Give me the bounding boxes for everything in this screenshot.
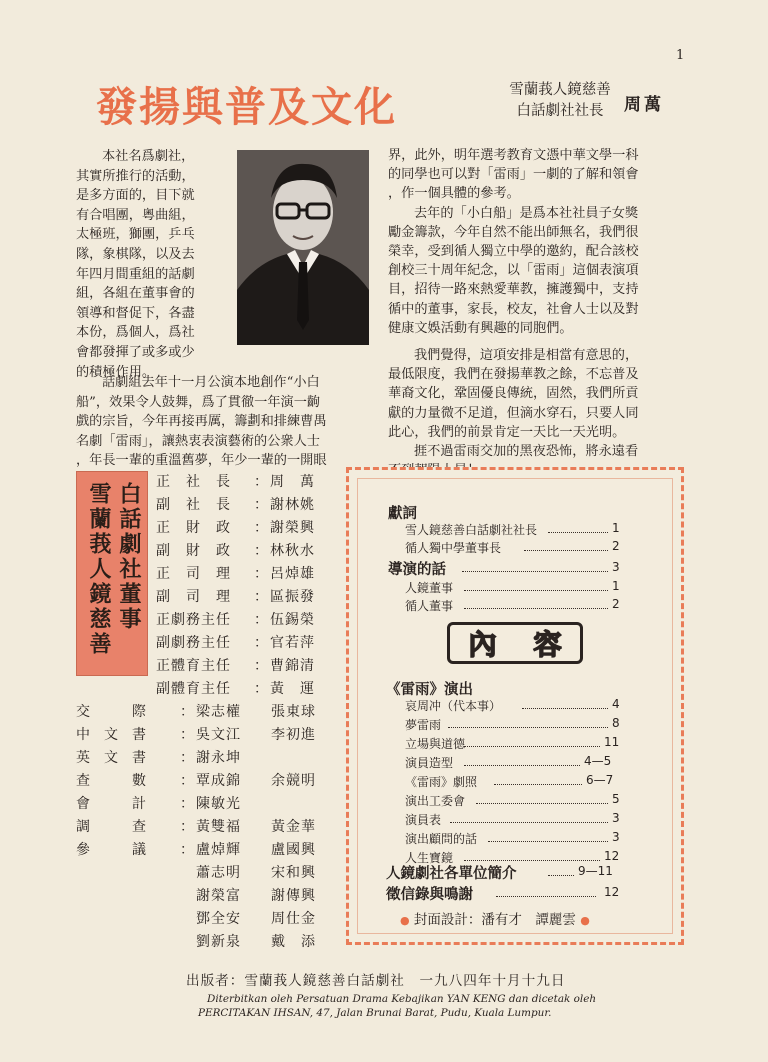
board-names: 謝榮富 謝傳興 [196, 888, 316, 904]
board-names: 謝永坤 [196, 750, 241, 766]
toc-dots [488, 841, 608, 842]
board-colon: ： [254, 589, 269, 605]
contents-char: 容 [533, 628, 562, 661]
board-names: 吳文江 李初進 [196, 727, 316, 743]
paragraph-line: 本份，爲個人，爲社 [76, 325, 195, 341]
board-colon: ： [180, 819, 195, 835]
board-names: 鄧全安 周仕金 [196, 911, 316, 927]
toc-item: 哀周冲（代本事） [405, 699, 502, 713]
board-names: 劉新泉 戴 添 [196, 934, 316, 950]
toc-item: 人生寶鏡 [405, 851, 454, 865]
toc-page: 3 [612, 560, 620, 574]
board-colon: ： [254, 474, 269, 490]
board-role: 副 社 長 [156, 497, 231, 513]
author-org [500, 80, 620, 122]
board-names: 伍錫榮 [270, 612, 315, 628]
board-colon: ： [180, 773, 195, 789]
article-column-2 [388, 146, 688, 480]
toc-dots [496, 896, 596, 897]
board-role: 正 財 政 [156, 520, 231, 536]
toc-dots [548, 875, 574, 876]
toc-item: 演員造型 [405, 756, 454, 770]
board-names: 黃雙福 黃金華 [196, 819, 316, 835]
paragraph-line: 獻的力量微不足道，但滴水穿石，只要人同 [388, 405, 639, 421]
toc-item: 立場與道德 [405, 737, 466, 751]
toc-item: 循人董事 [405, 599, 454, 613]
board-role: 副 司 理 [156, 589, 231, 605]
toc-page: 11 [604, 735, 620, 749]
publisher-line: 出版者：雪蘭莪人鏡慈善白話劇社 一九八四年十月十九日 [186, 973, 566, 989]
toc-page: 9—11 [578, 864, 613, 878]
paragraph-line: 是多方面的，目下就 [76, 188, 195, 204]
toc-dots [522, 708, 608, 709]
board-role: 參 議 [76, 842, 146, 858]
toc-dots [450, 822, 608, 823]
board-names: 謝榮興 [270, 520, 315, 536]
paragraph-line: ，年長一輩的重溫舊夢，年少一輩的一開眼 [76, 453, 327, 469]
board-names: 梁志權 張東球 [196, 704, 316, 720]
toc-page: 4 [612, 697, 620, 711]
board-colon: ： [180, 704, 195, 720]
paragraph-line: 去年的「小白船」是爲本社社員子女獎 [414, 205, 639, 221]
contents-char: 內 [468, 628, 497, 661]
paragraph-line: 有合唱團，粵曲組， [76, 207, 195, 223]
board-role: 英 文 書 [76, 750, 146, 766]
toc-dots [524, 550, 608, 551]
toc-page: 4—5 [584, 754, 612, 768]
board-names: 盧焯輝 盧國興 [196, 842, 316, 858]
bullet-icon: ● [400, 914, 410, 927]
toc-dots [476, 803, 608, 804]
board-colon: ： [254, 543, 269, 559]
board-names: 謝林姚 [270, 497, 315, 513]
board-role: 正劇務主任 [156, 612, 231, 628]
cover-design-credit [400, 908, 590, 928]
board-colon: ： [254, 566, 269, 582]
toc-dots [464, 860, 600, 861]
paragraph-line: 捱不過雷雨交加的黑夜恐怖，將永遠看 [414, 444, 639, 460]
paragraph-line: 目，招待一路來熱愛華教，擁護獨中，支持 [388, 282, 639, 298]
board-colon: ： [254, 497, 269, 513]
toc-page: 3 [612, 830, 620, 844]
toc-page: 2 [612, 539, 620, 553]
paragraph-line: 我們覺得，這項安排是相當有意思的， [414, 348, 639, 364]
toc-page: 12 [604, 885, 620, 899]
paragraph-line: 年四月間重組的話劇 [76, 266, 195, 282]
board-colon: ： [180, 727, 195, 743]
toc-page: 3 [612, 811, 620, 825]
toc-page: 5 [612, 792, 620, 806]
toc-section-units: 人鏡劇社各單位簡介 [386, 865, 517, 882]
toc-page: 1 [612, 579, 620, 593]
board-role: 副體育主任 [156, 681, 231, 697]
toc-dots [464, 590, 608, 591]
board-colon: ： [180, 750, 195, 766]
paragraph-line: 創校三十周年紀念，以「雷雨」這個表演項 [388, 263, 639, 279]
paragraph-line: 華裔文化，鞏固優良傳統，固然，我們所貢 [388, 386, 639, 402]
board-colon: ： [254, 635, 269, 651]
paragraph-line: 此心，我們的前景肯定一天比一天光明。 [388, 424, 626, 440]
board-colon: ： [254, 612, 269, 628]
board-names: 周 萬 [270, 474, 315, 490]
toc-item: 演員表 [405, 813, 442, 827]
board-label-box [76, 471, 148, 676]
board-role: 調 查 [76, 819, 146, 835]
toc-section-director: 導演的話 [388, 561, 446, 578]
toc-item: 人鏡董事 [405, 581, 454, 595]
board-role: 正 社 長 [156, 474, 231, 490]
paragraph-line: 隊，象棋隊，以及去 [76, 246, 195, 262]
board-names: 區振發 [270, 589, 315, 605]
board-names: 官若萍 [270, 635, 315, 651]
board-role: 正體育主任 [156, 658, 231, 674]
toc-dots [448, 727, 608, 728]
board-names: 覃成錦 余競明 [196, 773, 316, 789]
board-colon: ： [180, 796, 195, 812]
board-role: 查 數 [76, 773, 146, 789]
board-colon: ： [254, 520, 269, 536]
paragraph-line: 領導和督促下，各盡 [76, 305, 195, 321]
paragraph-line: 榮幸，受到循人獨立中學的邀約，配合該校 [388, 244, 639, 260]
board-label-col2: 雪蘭莪人鏡慈善 [86, 482, 111, 657]
board-colon: ： [254, 658, 269, 674]
board-label-col1: 白話劇社董事 [116, 482, 141, 632]
paragraph-line: 界，此外，明年選考教育文憑中華文學一科 [388, 148, 639, 163]
toc-item: 演出顧問的話 [405, 832, 478, 846]
toc-page: 8 [612, 716, 620, 730]
article-column-1 [76, 147, 230, 382]
author-org-line1: 雪蘭莪人鏡慈善 [509, 82, 611, 98]
paragraph-line: 太極班，獅團，乒乓 [76, 227, 195, 243]
board-names: 呂焯雄 [270, 566, 315, 582]
toc-item: 雪人鏡慈善白話劇社社長 [405, 523, 538, 537]
toc-dots [462, 571, 608, 572]
toc-dots [464, 746, 600, 747]
board-names: 蕭志明 宋和興 [196, 865, 316, 881]
toc-dots [464, 765, 580, 766]
toc-dots [464, 608, 608, 609]
paragraph-line: 戲的宗旨，今年再接再厲，籌劃和排練曹禺 [76, 414, 327, 430]
board-role: 正 司 理 [156, 566, 231, 582]
article-column-1b [76, 373, 368, 471]
paragraph-line: 勵金籌款，今年自然不能出師無名，我們很 [388, 224, 639, 240]
board-names: 曹錦清 [270, 658, 315, 674]
toc-item: 《雷雨》劇照 [405, 775, 478, 789]
paragraph-line: 的同學也可以對「雷雨」一劇的了解和領會 [388, 167, 639, 183]
toc-dots [494, 784, 582, 785]
printer-line-1: Diterbitkan oleh Persatuan Drama Kebajikan YAN KENG dan dicetak oleh [207, 993, 597, 1005]
board-names: 陳敏光 [196, 796, 241, 812]
paragraph-line: 本社名爲劇社， [102, 149, 195, 164]
board-role: 中 文 書 [76, 727, 146, 743]
article-title: 發揚與普及文化 [96, 83, 397, 131]
board-names: 林秋水 [270, 543, 315, 559]
paragraph-line: 其實所推行的活動， [76, 168, 195, 184]
toc-item: 循人獨中學董事長 [405, 541, 502, 555]
board-role: 副劇務主任 [156, 635, 231, 651]
board-colon: ： [180, 842, 195, 858]
toc-section-donations: 徵信錄與鳴謝 [386, 886, 473, 903]
contents-heading [447, 622, 583, 664]
toc-item: 夢雷雨 [405, 718, 442, 732]
toc-section-thunderstorm: 《雷雨》演出 [386, 681, 473, 698]
board-role: 會 計 [76, 796, 146, 812]
paragraph-line: 名劇「雷雨」，讓熱衷表演藝術的公衆人士 [76, 433, 320, 449]
author-name: 周萬 [624, 95, 664, 115]
toc-page: 1 [612, 521, 620, 535]
paragraph-line: 的積極作用。 [76, 364, 156, 380]
paragraph-line: 最低限度，我們在發揚華教之餘，不忘普及 [388, 367, 639, 383]
paragraph-line: ，作一個具體的參考。 [388, 186, 520, 202]
toc-section-dedication: 獻詞 [388, 505, 417, 522]
board-colon: ： [254, 681, 269, 697]
toc-dots [548, 532, 608, 533]
board-names: 黃 運 [270, 681, 315, 697]
cover-design-label: 封面設計：潘有才 譚麗雲 [413, 912, 576, 928]
paragraph-line: 健康文娛活動有興趣的同胞們。 [388, 320, 573, 336]
printer-line-2: PERCITAKAN IHSAN, 47, Jalan Brunai Barat, Pudu, Kuala Lumpur. [198, 1007, 552, 1019]
toc-page: 6—7 [586, 773, 614, 787]
toc-page: 12 [604, 849, 620, 863]
toc-page: 2 [612, 597, 620, 611]
board-role: 副 財 政 [156, 543, 231, 559]
paragraph-line: 會都發揮了或多或少 [76, 344, 195, 360]
page-number: 1 [676, 48, 685, 63]
author-org-line2: 白話劇社社長 [516, 103, 604, 119]
board-role: 交 際 [76, 704, 146, 720]
paragraph-line: 組，各組在董事會的 [76, 286, 195, 302]
author-photo [237, 150, 369, 345]
paragraph-line: 船”，效果令人鼓舞，爲了貫徹一年演一齣 [76, 394, 321, 410]
bullet-icon: ● [580, 914, 590, 927]
paragraph-line: 循中的董事，家長，校友，社會人士以及對 [388, 301, 639, 317]
paragraph-line: 話劇組去年十一月公演本地創作“小白 [102, 375, 320, 390]
toc-item: 演出工委會 [405, 794, 466, 808]
